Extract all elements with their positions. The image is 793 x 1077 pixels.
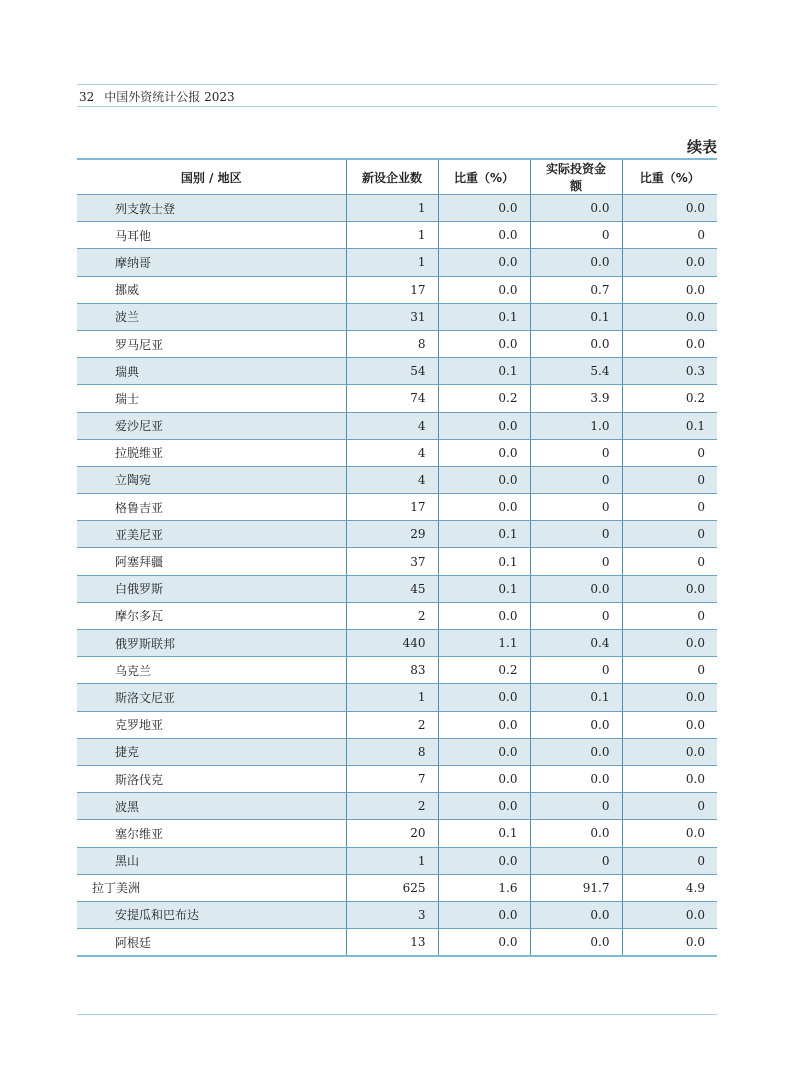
actual-investment-cell: 0.0 <box>530 738 622 765</box>
investment-share-cell: 0.2 <box>622 385 717 412</box>
col-header-actual-investment: 实际投资金额 <box>530 159 622 195</box>
investment-share-cell: 0.0 <box>622 195 717 222</box>
enterprise-share-cell: 0.1 <box>438 820 530 847</box>
enterprise-share-cell: 0.0 <box>438 929 530 957</box>
country-name: 白俄罗斯 <box>77 575 346 602</box>
new-enterprises-cell: 4 <box>346 439 438 466</box>
new-enterprises-cell: 29 <box>346 521 438 548</box>
table-row <box>77 793 717 820</box>
actual-investment-cell: 0.0 <box>530 901 622 928</box>
investment-share-cell: 0.0 <box>622 249 717 276</box>
actual-investment-cell: 0.0 <box>530 195 622 222</box>
table-row <box>77 765 717 792</box>
investment-share-cell: 4.9 <box>622 874 717 901</box>
investment-share-cell: 0 <box>622 466 717 493</box>
new-enterprises-cell: 20 <box>346 820 438 847</box>
enterprise-share-cell: 1.6 <box>438 874 530 901</box>
table-row <box>77 874 717 901</box>
actual-investment-cell: 0.0 <box>530 249 622 276</box>
investment-share-cell: 0 <box>622 494 717 521</box>
enterprise-share-cell: 0.0 <box>438 711 530 738</box>
country-name: 波黑 <box>77 793 346 820</box>
actual-investment-cell: 0 <box>530 602 622 629</box>
enterprise-share-cell: 0.0 <box>438 684 530 711</box>
new-enterprises-cell: 17 <box>346 494 438 521</box>
actual-investment-cell: 0.0 <box>530 330 622 357</box>
enterprise-share-cell: 0.0 <box>438 602 530 629</box>
table-row <box>77 222 717 249</box>
enterprise-share-cell: 0.1 <box>438 521 530 548</box>
investment-share-cell: 0 <box>622 439 717 466</box>
new-enterprises-cell: 3 <box>346 901 438 928</box>
actual-investment-cell: 0.0 <box>530 711 622 738</box>
investment-share-cell: 0.0 <box>622 330 717 357</box>
enterprise-share-cell: 0.2 <box>438 657 530 684</box>
new-enterprises-cell: 37 <box>346 548 438 575</box>
new-enterprises-cell: 31 <box>346 303 438 330</box>
enterprise-share-cell: 0.0 <box>438 793 530 820</box>
table-row <box>77 630 717 657</box>
investment-share-cell: 0.0 <box>622 901 717 928</box>
table-row <box>77 684 717 711</box>
country-name: 爱沙尼亚 <box>77 412 346 439</box>
investment-share-cell: 0 <box>622 548 717 575</box>
table-row <box>77 195 717 222</box>
country-name: 拉丁美洲 <box>77 874 346 901</box>
table-row <box>77 738 717 765</box>
col-header-investment-share: 比重（%） <box>622 159 717 195</box>
table-row <box>77 249 717 276</box>
actual-investment-cell: 1.0 <box>530 412 622 439</box>
col-header-share: 比重（%） <box>438 159 530 195</box>
table-row <box>77 548 717 575</box>
country-name: 捷克 <box>77 738 346 765</box>
country-name: 亚美尼亚 <box>77 521 346 548</box>
investment-share-cell: 0 <box>622 793 717 820</box>
new-enterprises-cell: 17 <box>346 276 438 303</box>
country-name: 拉脱维亚 <box>77 439 346 466</box>
investment-share-cell: 0.0 <box>622 575 717 602</box>
actual-investment-cell: 0.0 <box>530 575 622 602</box>
investment-share-cell: 0 <box>622 847 717 874</box>
enterprise-share-cell: 0.0 <box>438 412 530 439</box>
new-enterprises-cell: 2 <box>346 711 438 738</box>
actual-investment-cell: 0 <box>530 494 622 521</box>
country-name: 列支敦士登 <box>77 195 346 222</box>
investment-share-cell: 0.0 <box>622 684 717 711</box>
investment-share-cell: 0 <box>622 602 717 629</box>
table-row <box>77 929 717 957</box>
table-row <box>77 330 717 357</box>
new-enterprises-cell: 2 <box>346 602 438 629</box>
enterprise-share-cell: 0.0 <box>438 276 530 303</box>
investment-share-cell: 0 <box>622 521 717 548</box>
country-name: 安提瓜和巴布达 <box>77 901 346 928</box>
enterprise-share-cell: 0.1 <box>438 548 530 575</box>
investment-share-cell: 0.0 <box>622 738 717 765</box>
enterprise-share-cell: 0.0 <box>438 847 530 874</box>
enterprise-share-cell: 0.0 <box>438 222 530 249</box>
investment-share-cell: 0.0 <box>622 303 717 330</box>
enterprise-share-cell: 0.0 <box>438 195 530 222</box>
page-number: 32 <box>79 90 95 104</box>
investment-share-cell: 0.0 <box>622 820 717 847</box>
enterprise-share-cell: 0.0 <box>438 901 530 928</box>
col-header-new-enterprises: 新设企业数 <box>346 159 438 195</box>
new-enterprises-cell: 45 <box>346 575 438 602</box>
actual-investment-cell: 0 <box>530 222 622 249</box>
new-enterprises-cell: 1 <box>346 222 438 249</box>
actual-investment-cell: 0 <box>530 466 622 493</box>
new-enterprises-cell: 1 <box>346 195 438 222</box>
actual-investment-cell: 0 <box>530 847 622 874</box>
country-name: 瑞士 <box>77 385 346 412</box>
country-name: 阿根廷 <box>77 929 346 957</box>
enterprise-share-cell: 0.2 <box>438 385 530 412</box>
new-enterprises-cell: 74 <box>346 385 438 412</box>
new-enterprises-cell: 2 <box>346 793 438 820</box>
country-name: 立陶宛 <box>77 466 346 493</box>
table-row <box>77 711 717 738</box>
actual-investment-cell: 0.1 <box>530 303 622 330</box>
header-rule <box>77 106 717 107</box>
table-row <box>77 303 717 330</box>
table-row <box>77 439 717 466</box>
country-name: 摩尔多瓦 <box>77 602 346 629</box>
footer-rule <box>77 1014 717 1015</box>
investment-share-cell: 0 <box>622 222 717 249</box>
new-enterprises-cell: 4 <box>346 412 438 439</box>
new-enterprises-cell: 625 <box>346 874 438 901</box>
table-row <box>77 412 717 439</box>
actual-investment-cell: 0 <box>530 657 622 684</box>
investment-share-cell: 0 <box>622 657 717 684</box>
investment-share-cell: 0.3 <box>622 358 717 385</box>
country-name: 乌克兰 <box>77 657 346 684</box>
new-enterprises-cell: 7 <box>346 765 438 792</box>
new-enterprises-cell: 4 <box>346 466 438 493</box>
table-row <box>77 466 717 493</box>
enterprise-share-cell: 0.0 <box>438 439 530 466</box>
actual-investment-cell: 0.4 <box>530 630 622 657</box>
table-header-row <box>77 159 717 195</box>
actual-investment-cell: 0.1 <box>530 684 622 711</box>
country-name: 格鲁吉亚 <box>77 494 346 521</box>
new-enterprises-cell: 54 <box>346 358 438 385</box>
table-row <box>77 602 717 629</box>
investment-table <box>77 158 717 957</box>
table-row <box>77 847 717 874</box>
investment-share-cell: 0.0 <box>622 711 717 738</box>
running-head <box>79 88 245 105</box>
enterprise-share-cell: 0.0 <box>438 494 530 521</box>
enterprise-share-cell: 0.1 <box>438 358 530 385</box>
enterprise-share-cell: 0.0 <box>438 249 530 276</box>
country-name: 阿塞拜疆 <box>77 548 346 575</box>
actual-investment-cell: 91.7 <box>530 874 622 901</box>
enterprise-share-cell: 0.1 <box>438 575 530 602</box>
country-name: 挪威 <box>77 276 346 303</box>
new-enterprises-cell: 8 <box>346 330 438 357</box>
enterprise-share-cell: 0.0 <box>438 466 530 493</box>
table-row <box>77 575 717 602</box>
new-enterprises-cell: 440 <box>346 630 438 657</box>
investment-share-cell: 0.0 <box>622 929 717 957</box>
actual-investment-cell: 0.0 <box>530 820 622 847</box>
table-row <box>77 358 717 385</box>
enterprise-share-cell: 0.1 <box>438 303 530 330</box>
enterprise-share-cell: 1.1 <box>438 630 530 657</box>
country-name: 瑞典 <box>77 358 346 385</box>
investment-share-cell: 0.0 <box>622 276 717 303</box>
publication-title: 中国外资统计公报 2023 <box>104 90 235 104</box>
country-name: 俄罗斯联邦 <box>77 630 346 657</box>
actual-investment-cell: 5.4 <box>530 358 622 385</box>
investment-share-cell: 0.1 <box>622 412 717 439</box>
new-enterprises-cell: 1 <box>346 847 438 874</box>
country-name: 黑山 <box>77 847 346 874</box>
actual-investment-cell: 0.0 <box>530 929 622 957</box>
actual-investment-cell: 0 <box>530 521 622 548</box>
table-row <box>77 820 717 847</box>
table-row <box>77 494 717 521</box>
actual-investment-cell: 0 <box>530 548 622 575</box>
country-name: 马耳他 <box>77 222 346 249</box>
country-name: 罗马尼亚 <box>77 330 346 357</box>
col-header-country: 国别 / 地区 <box>77 159 346 195</box>
table-row <box>77 521 717 548</box>
actual-investment-cell: 0.0 <box>530 765 622 792</box>
actual-investment-cell: 0.7 <box>530 276 622 303</box>
new-enterprises-cell: 83 <box>346 657 438 684</box>
enterprise-share-cell: 0.0 <box>438 738 530 765</box>
new-enterprises-cell: 1 <box>346 249 438 276</box>
top-rule <box>77 84 717 85</box>
actual-investment-cell: 0 <box>530 439 622 466</box>
country-name: 波兰 <box>77 303 346 330</box>
table-row <box>77 385 717 412</box>
enterprise-share-cell: 0.0 <box>438 330 530 357</box>
country-name: 摩纳哥 <box>77 249 346 276</box>
investment-share-cell: 0.0 <box>622 630 717 657</box>
new-enterprises-cell: 1 <box>346 684 438 711</box>
investment-share-cell: 0.0 <box>622 765 717 792</box>
table-row <box>77 657 717 684</box>
table-row <box>77 276 717 303</box>
country-name: 斯洛文尼亚 <box>77 684 346 711</box>
new-enterprises-cell: 8 <box>346 738 438 765</box>
country-name: 克罗地亚 <box>77 711 346 738</box>
enterprise-share-cell: 0.0 <box>438 765 530 792</box>
table-row <box>77 901 717 928</box>
country-name: 斯洛伐克 <box>77 765 346 792</box>
actual-investment-cell: 0 <box>530 793 622 820</box>
table-continuation-label: 续表 <box>686 138 717 156</box>
actual-investment-cell: 3.9 <box>530 385 622 412</box>
country-name: 塞尔维亚 <box>77 820 346 847</box>
new-enterprises-cell: 13 <box>346 929 438 957</box>
